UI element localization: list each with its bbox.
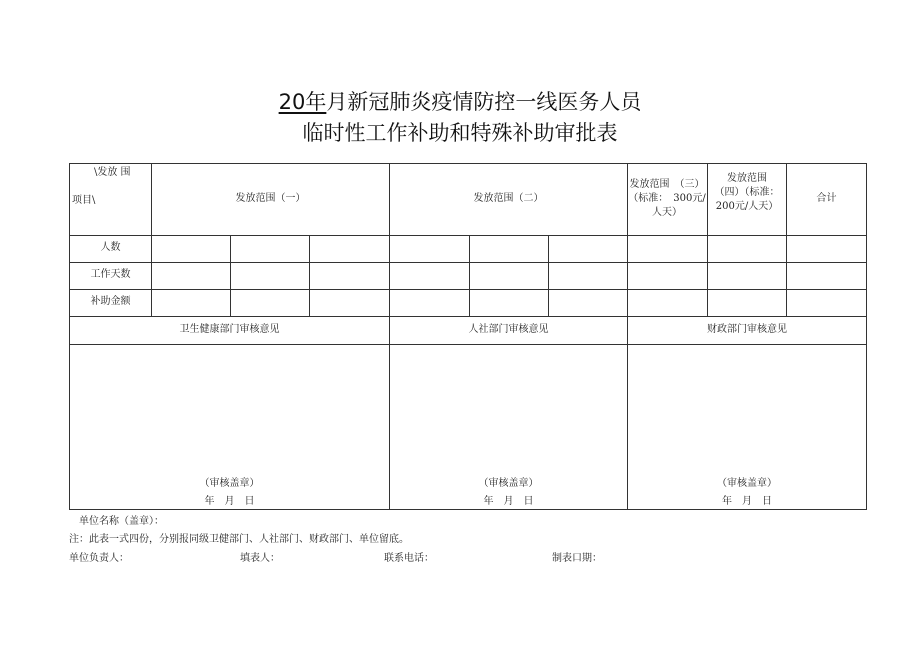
title-month-part: 月新冠肺炎疫情防控一线医务人员 xyxy=(326,90,642,114)
review-header-hr: 人社部门审核意见 xyxy=(468,324,549,335)
range4-line1: 发放范围 xyxy=(727,173,767,184)
table-line xyxy=(309,235,310,317)
seal-health: （审核盖章） xyxy=(199,478,260,489)
header-range-3 xyxy=(627,178,707,220)
form-title-line2: 临时性工作补助和特殊补助审批表 xyxy=(302,121,618,145)
seal-hr: （审核盖章） xyxy=(478,478,539,489)
header-range-2: 发放范围（二） xyxy=(473,193,544,204)
corner-bottom-label: 项目\ xyxy=(72,195,96,206)
date-finance: 年 月 日 xyxy=(722,496,772,507)
title-year: 20年 xyxy=(278,90,327,114)
table-line xyxy=(69,262,867,263)
date-health: 年 月 日 xyxy=(204,496,255,507)
seal-finance: （审核盖章） xyxy=(717,478,777,489)
row-label-work-days: 工作天数 xyxy=(90,269,131,280)
review-header-finance: 财政部门审核意见 xyxy=(707,324,787,335)
responsible-label: 单位负责人： xyxy=(69,553,129,564)
range4-line2: （四）（标准： xyxy=(714,187,780,198)
range4-line3: 200元/人天） xyxy=(715,201,779,212)
table-line xyxy=(548,235,549,317)
approval-form-table xyxy=(69,163,867,510)
range3-line1: 发放范围 （三） xyxy=(629,179,705,190)
table-border-bottom xyxy=(69,509,867,510)
header-range-4 xyxy=(707,172,787,214)
table-line xyxy=(151,163,152,317)
table-line xyxy=(230,235,231,317)
unit-name-label: 单位名称（盖章）： xyxy=(79,516,164,527)
range3-line2: （标准： 300元/ xyxy=(628,193,706,204)
row-label-headcount: 人数 xyxy=(100,242,121,253)
table-line xyxy=(69,316,867,317)
table-line xyxy=(69,235,867,236)
date-label: 制表口期： xyxy=(552,553,602,564)
filler-label: 填表人： xyxy=(240,553,280,564)
corner-top-label: \发放 围 xyxy=(94,167,131,178)
header-range-1: 发放范围（一） xyxy=(235,193,306,204)
phone-label: 联系电话： xyxy=(384,553,434,564)
table-line xyxy=(69,344,867,345)
date-hr: 年 月 日 xyxy=(483,496,534,507)
table-border-top xyxy=(69,163,867,164)
table-line xyxy=(469,235,470,317)
review-header-health: 卫生健康部门审核意见 xyxy=(179,324,280,335)
header-total: 合计 xyxy=(816,193,837,204)
row-label-subsidy-amount: 补助金额 xyxy=(90,296,131,307)
range3-line3: 人天） xyxy=(652,207,682,218)
form-note: 注：此表一式四份，分别报同级卫健部门、人社部门、财政部门、单位留底。 xyxy=(69,534,409,545)
form-title-line1 xyxy=(0,86,920,116)
table-line xyxy=(69,289,867,290)
